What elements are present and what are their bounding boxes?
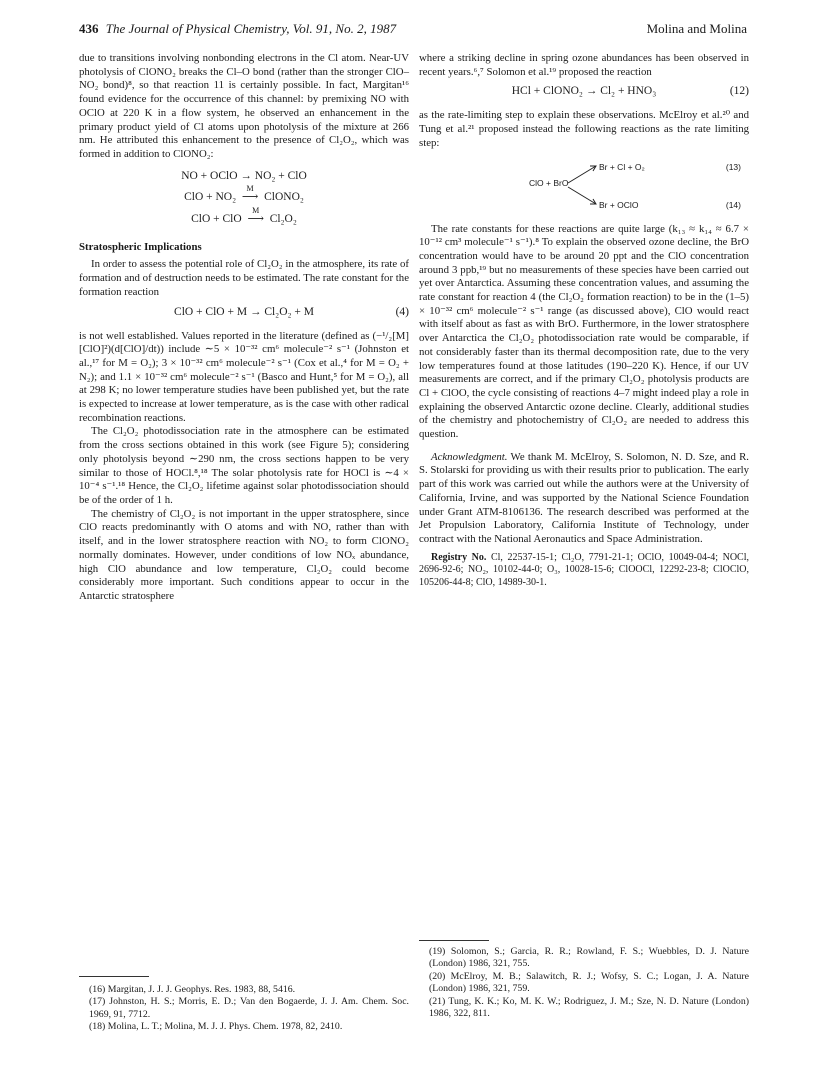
- equation-12-number: (12): [729, 85, 749, 98]
- branch-arrows-icon: [566, 163, 600, 207]
- footnote-21: (21) Tung, K. K.; Ko, M. K. W.; Rodriguez, J. M.; Sze, N. D. Nature (London) 1986, 322, 811.: [429, 995, 749, 1020]
- scheme-product-13: Br + Cl + O₂: [599, 161, 645, 172]
- equation-4: [79, 306, 409, 324]
- acknowledgment-text: We thank M. McElroy, S. Solomon, N. D. Sze, and R. S. Stolarski for providing us with their results prior to publication. The early part of this work was carried out while the authors were at the University of California, Irvine, and was supported by the National Science Foundation under Grant ATM-8106136. The research described was performed at the Jet Propulsion Laboratory, California Institute of Technology, under contract with the National Aeronautics and Space Administration.: [419, 450, 749, 545]
- left-paragraph-4: The Cl₂O₂ photodissociation rate in the atmosphere can be estimated from the cross sections obtained in this work (see Figure 5); considering only photolysis beyond ∼290 nm, the cross sections happen to be very similar to those of HOCl.⁸,¹⁸ The solar photolysis rate for HOCl is ∼4 × 10⁻⁴ s⁻¹.¹⁸ Hence, the Cl₂O₂ lifetime against solar photodissociation should be of the order of 1 h.: [79, 425, 409, 506]
- registry-label: Registry No.: [431, 551, 487, 563]
- scheme-number-13: (13): [725, 161, 741, 172]
- left-paragraph-3: is not well established. Values reported in the literature (defined as (−¹/₂[M][ClO]²)(d[ClO]/dt)) include ∼5 × 10⁻³² cm⁶ molecule⁻² s⁻¹ (Johnston et al.,¹⁷ for M = O₂); 3 × 10⁻³² cm⁶ molecule⁻² s⁻¹ (Cox et al.,⁴ for M = O₂ + N₂); and 1.1 × 10⁻³² cm⁶ molecule⁻² s⁻¹ (Basco and Hunt,⁵ for M = O₂), all at 298 K; no lower temperature studies have been published yet, but the rate is expected to increase at lower temperature, as is the case with other radical recombination reactions.: [79, 329, 409, 424]
- right-column: [419, 52, 749, 589]
- footnote-19: (19) Solomon, S.; Garcia, R. R.; Rowland, F. S.; Wuebbles, D. J. Nature (London) 1986, 321, 755.: [429, 946, 749, 970]
- page-header: [79, 21, 747, 39]
- footnote-rule-right: [419, 940, 489, 941]
- journal-citation: The Journal of Physical Chemistry, Vol. 91, No. 2, 1987: [105, 21, 397, 36]
- left-paragraph-1: due to transitions involving nonbonding electrons in the Cl atom. Near-UV photolysis of ClONO₂ breaks the Cl–O bond (rather than the stronger ClO–NO₂ bond)⁸, so that reaction 11 is certainly possible. In fact, Margitan¹⁶ found evidence for the occurrence of this channel: by premixing NO with OClO at 220 K in a flow system, he observed an enhancement in the primary product yield of Cl atoms upon photolysis of the mixture at 266 nm. He attributed this enhancement to the presence of Cl₂O₂, which was formed in addition to ClONO₂:: [79, 52, 409, 160]
- equation-cl2o2-formation: ClO + ClO M ⟶ Cl₂O₂: [191, 206, 297, 226]
- equation-clono2-formation: ClO + NO₂ M ⟶ ClONO₂: [184, 184, 304, 204]
- left-column: [79, 52, 409, 604]
- eq-b-right: ClONO₂: [264, 191, 304, 204]
- footnote-16: (16) Margitan, J. J. J. Geophys. Res. 1983, 88, 5416.: [89, 984, 296, 995]
- eq-b-left: ClO + NO₂: [184, 191, 237, 204]
- registry-text: Cl, 22537-15-1; Cl₂O, 7791-21-1; OClO, 10049-04-4; NOCl, 2696-92-6; NO₂, 10102-44-0; O₃, 10028-15-6; ClOOCl, 12292-23-8; ClOClO, 105206-44-8; ClO, 14989-30-1.: [419, 551, 750, 588]
- scheme-reactant: ClO + BrO: [529, 177, 569, 188]
- footnote-18: (18) Molina, L. T.; Molina, M. J. J. Phys. Chem. 1978, 82, 2410.: [89, 1021, 343, 1033]
- reaction-scheme: [419, 155, 749, 217]
- eq-c-right: Cl₂O₂: [269, 213, 297, 226]
- section-title: Stratospheric Implications: [79, 240, 202, 253]
- right-paragraph-1: where a striking decline in spring ozone abundances has been observed in recent years.⁶,⁷ Solomon et al.¹⁹ proposed the reaction: [419, 52, 749, 78]
- header-left: [79, 21, 396, 37]
- equation-12: [419, 85, 749, 103]
- registry-numbers: [419, 552, 749, 590]
- equation-no-oclo: NO + OClO → NO₂ + ClO: [181, 169, 307, 182]
- equation-12-text: HCl + ClONO₂ → Cl₂ + HNO₃: [511, 85, 657, 98]
- equation-4-number: (4): [395, 305, 409, 318]
- left-paragraph-5: The chemistry of Cl₂O₂ is not important in the upper stratosphere, since ClO reacts predominantly with O atoms and with NO, rather than with itself, and in the lower stratosphere reaction with NO₂ to form ClONO₂ normally dominates. However, under conditions of low NOₓ abundance, high ClO abundance and low temperature, Cl₂O₂ could become considerably more important. Such conditions appear to occur in the Antarctic stratosphere: [79, 507, 409, 602]
- right-paragraph-3: The rate constants for these reactions are quite large (k₁₃ ≈ k₁₄ ≈ 6.7 × 10⁻¹² cm³ molecule⁻¹ s⁻¹).⁸ To explain the observed ozone decline, the BrO concentration would have to be around 20 ppt and the ClO concentration around 3 ppb,¹⁹ but no measurements of these species have been carried out yet over Antarctica. Assuming these concentration values, and assuming the rate constant for reaction 4 (the Cl₂O₂ formation reaction) to be in the (1–5) × 10⁻³² cm⁶ molecule⁻² s⁻¹ range (as discussed above), ClO would react with itself about as fast as with BrO. Furthermore, in the lower stratosphere over Antarctica the Cl₂O₂ photodissociation rate would be comparable, if not considerably faster than its thermal decomposition rate, due to the very low temperatures found at those latitudes (190–220 K). Hence, if our UV measurements are correct, and if the primary Cl₂O₂ photolysis products are Cl + ClOO, the cycle consisting of reactions 4–7 might indeed play a role in explaining the observed Antarctic ozone decline. Clearly, additional studies of the chemistry and photochemistry of Cl₂O₂ are needed to address this question.: [419, 222, 749, 441]
- acknowledgment: [419, 451, 749, 547]
- page-number: 436: [79, 21, 99, 36]
- footnotes-left: [79, 984, 409, 1034]
- acknowledgment-label: Acknowledgment.: [431, 450, 508, 463]
- equation-4-text: ClO + ClO + M → Cl₂O₂ + M: [174, 305, 314, 318]
- eq-c-left: ClO + ClO: [191, 213, 242, 226]
- footnote-20: (20) McElroy, M. B.; Salawitch, R. J.; Wofsy, S. C.; Logan, J. A. Nature (London) 1986, 321, 759.: [429, 970, 749, 995]
- left-paragraph-2: In order to assess the potential role of Cl₂O₂ in the atmosphere, its rate of formation and of destruction needs to be estimated. The rate constant for the formation reaction: [79, 258, 409, 298]
- footnotes-right: [419, 946, 749, 1020]
- footnote-rule-left: [79, 976, 149, 977]
- header-authors: Molina and Molina: [646, 21, 747, 36]
- scheme-product-14: Br + OClO: [599, 199, 639, 210]
- scheme-number-14: (14): [725, 199, 741, 210]
- eq-c-catalyst: M: [252, 206, 260, 216]
- eq-b-catalyst: M: [246, 184, 254, 194]
- right-paragraph-2: as the rate-limiting step to explain these observations. McElroy et al.²⁰ and Tung et al.²¹ proposed instead the following reactions as the rate limiting step:: [419, 109, 749, 149]
- footnote-17: (17) Johnston, H. S.; Morris, E. D.; Van den Bogaerde, J. J. Am. Chem. Soc. 1969, 91, 7712.: [89, 996, 409, 1020]
